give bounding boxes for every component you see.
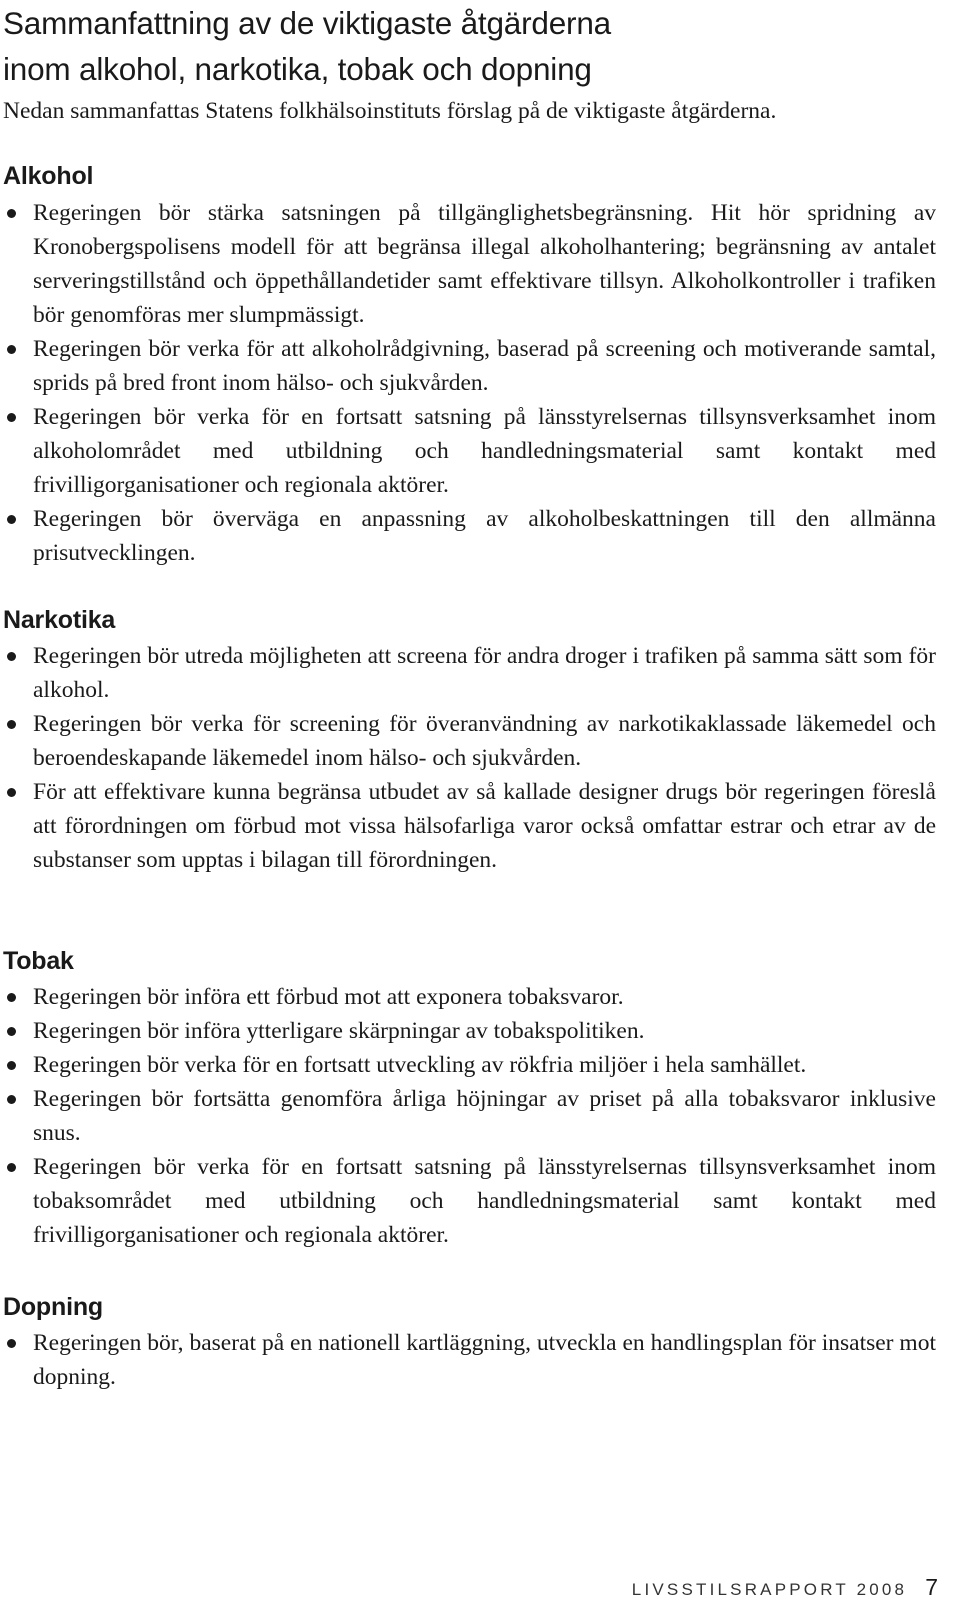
section-list-narkotika [0, 639, 936, 877]
bullet-icon [7, 1027, 16, 1036]
section-heading-alkohol: Alkohol [3, 162, 94, 190]
page-footer [632, 1574, 938, 1601]
bullet-icon [7, 1339, 16, 1348]
list-item-text: Regeringen bör verka för en fortsatt satsning på länsstyrelsernas tillsynsverksamhet inom alkoholområdet med utbildning och handledningsmaterial samt kontakt med frivilligorganisationer och regionala aktörer. [33, 404, 936, 498]
bullet-icon [7, 720, 16, 729]
list-item-text: Regeringen bör verka för en fortsatt utveckling av rökfria miljöer i hela samhället. [33, 1052, 807, 1078]
list-item-text: Regeringen bör fortsätta genomföra årliga höjningar av priset på alla tobaksvaror inklusive snus. [33, 1086, 936, 1146]
running-title: LIVSSTILSRAPPORT 2008 [631, 1580, 908, 1599]
list-item [0, 707, 936, 775]
section-list-tobak [0, 980, 936, 1252]
section-heading-dopning: Dopning [3, 1293, 103, 1321]
list-item-text: Regeringen bör införa ett förbud mot att exponera tobaksvaror. [33, 984, 624, 1010]
bullet-icon [7, 515, 16, 524]
list-item [0, 980, 936, 1014]
bullet-icon [7, 652, 16, 661]
section-heading-tobak: Tobak [3, 947, 74, 975]
list-item [0, 1048, 936, 1082]
list-item-text: Regeringen bör, baserat på en nationell kartläggning, utveckla en handlingsplan för insatser mot dopning. [33, 1330, 936, 1390]
list-item-text: Regeringen bör stärka satsningen på tillgänglighetsbegränsning. Hit hör spridning av Kronobergspolisens modell för att begränsa illegal alkoholhantering; begränsning av antalet serveringstillstånd och öppethållandetider samt effektivare tillsyn. Alkoholkontroller i trafiken bör genomföras mer slumpmässigt. [33, 200, 936, 328]
bullet-icon [7, 345, 16, 354]
list-item [0, 775, 936, 877]
list-item [0, 1326, 936, 1394]
bullet-icon [7, 1061, 16, 1070]
page-title-line-1: Sammanfattning av de viktigaste åtgärderna [3, 5, 611, 41]
list-item [0, 1082, 936, 1150]
list-item [0, 400, 936, 502]
list-item [0, 502, 936, 570]
list-item-text: Regeringen bör överväga en anpassning av alkoholbeskattningen till den allmänna prisutvecklingen. [33, 506, 936, 566]
bullet-icon [7, 993, 16, 1002]
section-list-alkohol [0, 196, 936, 570]
list-item [0, 1014, 936, 1048]
list-item [0, 332, 936, 400]
list-item-text: För att effektivare kunna begränsa utbudet av så kallade designer drugs bör regeringen föreslå att förordningen om förbud mot vissa hälsofarliga varor också omfattar estrar och etrar av de substanser som upptas i bilagan till förordningen. [33, 779, 936, 873]
list-item [0, 1150, 936, 1252]
page-title-line-2: inom alkohol, narkotika, tobak och dopning [3, 51, 592, 87]
page-title [3, 0, 953, 92]
list-item-text: Regeringen bör införa ytterligare skärpningar av tobakspolitiken. [33, 1018, 645, 1044]
bullet-icon [7, 209, 16, 218]
bullet-icon [7, 413, 16, 422]
section-list-dopning [0, 1326, 936, 1394]
list-item-text: Regeringen bör verka för screening för överanvändning av narkotikaklassade läkemedel och beroendeskapande läkemedel inom hälso- och sjukvården. [33, 711, 936, 771]
list-item-text: Regeringen bör verka för en fortsatt satsning på länsstyrelsernas tillsynsverksamhet inom tobaksområdet med utbildning och handledningsmaterial samt kontakt med frivilligorganisationer och regionala aktörer. [33, 1154, 936, 1248]
bullet-icon [7, 788, 16, 797]
list-item [0, 196, 936, 332]
bullet-icon [7, 1095, 16, 1104]
list-item [0, 639, 936, 707]
section-heading-narkotika: Narkotika [3, 606, 116, 634]
list-item-text: Regeringen bör verka för att alkoholrådgivning, baserad på screening och motiverande samtal, sprids på bred front inom hälso- och sjukvården. [33, 336, 936, 396]
page-number: 7 [925, 1574, 938, 1600]
bullet-icon [7, 1163, 16, 1172]
intro-paragraph: Nedan sammanfattas Statens folkhälsoinstituts förslag på de viktigaste åtgärderna. [3, 98, 777, 124]
list-item-text: Regeringen bör utreda möjligheten att screena för andra droger i trafiken på samma sätt som för alkohol. [33, 643, 936, 703]
